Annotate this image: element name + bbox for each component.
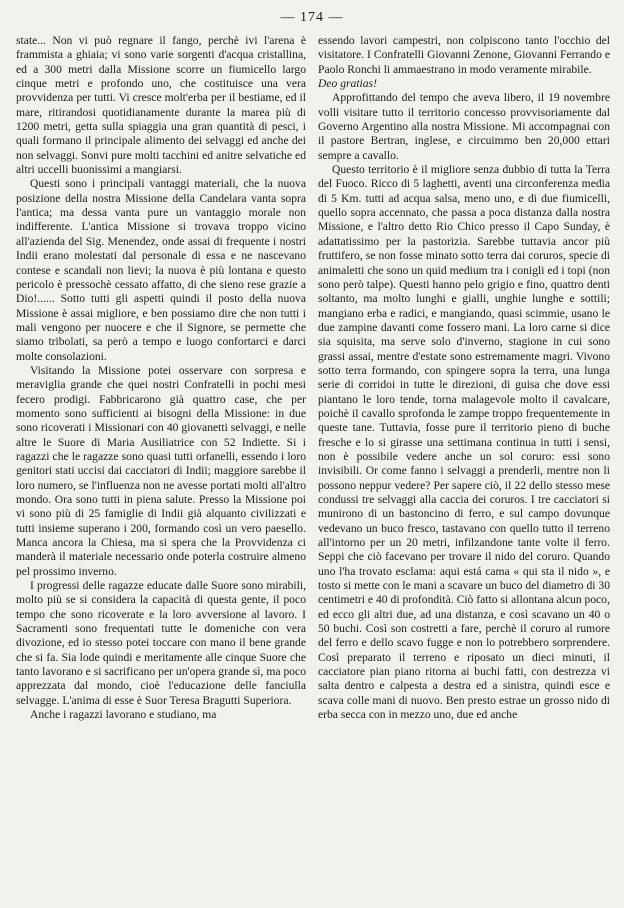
paragraph: I progressi delle ragazze educate dalle Suore sono mirabili, molto più se si considera la capacità di questa gente, il poco tempo che sono ricoverate e la loro avversione al lavoro. I Sacramenti sono frequentati tutte le domeniche con vera divozione, ed io stesso potei toccare con mano il bene grande che si fa. Sia lode quindi e meritamente alle cinque Suore che tanto lavorano e si sacrificano per un'opera grande sì, ma poco apprezzata dal mondo, cioè l'educazione delle fanciulla selvagge. L'anima di esse è Suor Teresa Bragutti Superiora. [16,579,306,707]
paragraph: Visitando la Missione potei osservare con sorpresa e meraviglia grande che quei nostri Confratelli in pochi mesi fecero prodigi. Fabbricarono già quattro case, che per momento sono sufficienti ai bisogni della Missione: in due sono ricoverati i Missionari con 40 giovanetti selvaggi, e nelle altre le Suore di Maria Ausiliatrice con 52 Indiette. Si i ragazzi che le ragazze sono quasi tutti orfanelli, essendo i loro genitori stati uccisi dai cacciatori di Indii; maggiore sarebbe il loro numero, se l'influenza non ne avesse portati molti all'altro mondo. Ora sono tutti in piena salute. Presso la Missione poi vi sono più di 25 famiglie di Indii già alquanto civilizzati e tutti insieme superano i 200, formando così un vero paesello. Manca ancora la Chiesa, ma si spera che la Provvidenza ci manderà il materiale necessario onde poterla costruire almeno pel prossimo inverno. [16,363,306,578]
page-number: — 174 — [280,10,344,25]
paragraph: essendo lavori campestri, non colpiscono tanto l'occhio del visitatore. I Confratelli Giovanni Zenone, Giovanni Ferrando e Paolo Ronchi li ammaestrano in modo veramente mirabile. [318,34,610,76]
left-column [16,34,306,900]
paragraph: Approfittando del tempo che aveva libero, il 19 novembre volli visitare tutto il territorio concesso provvisoriamente dal Governo Argentino alla nostra Missione. Mi accompagnai con il pastore Bertran, inglese, e circuimmo ben 20,000 ettari sempre a cavallo. [318,91,610,162]
exclamation-line: Deo gratias! [318,77,377,91]
paragraph: state... Non vi può regnare il fango, perchè ivi l'arena è frammista a ghiaia; vi sono varie sorgenti d'acqua cristallina, ed a 300 metri dalla Missione scorre un fiumicello largo cinque metri e profondo uno, che costituisce una vera provvidenza per tutti. Vi cresce molt'erba per il bestiame, ed il mare, ritirandosi quotidianamente durante la marea più di 1200 metri, getta sulla spiaggia una gran quantità di pesci, i quali formano il principale alimento dei selvaggi ed anche dei non selvaggi. Sonvi pure molti tacchini ed anitre selvatiche ed altri uccelli buonissimi a mangiarsi. [16,34,306,177]
paragraph: Questi sono i principali vantaggi materiali, che la nuova posizione della nostra Missione della Candelara vanta sopra l'antica; ma dessa vanta pure un vantaggio morale non indifferente. L'antica Missione si trovava troppo vicino all'azienda del Sig. Menendez, onde assai di frequente i nostri Indii erano molestati dal personale di essa e ne nascevano contese e scandali non lievi; la nuova è più lontana e questo pericolo è pressochè cessato affatto, di che sieno rese grazie a Dio!...... Sotto tutti gli aspetti quindi il posto della nuova Missione è assai migliore, e ben possiamo dire che non tutti i mali vengono per nuocere e che il Signore, se permette che siamo tribolati, sa però a tempo e luogo confortarci e darci molte consolazioni. [16,177,306,363]
right-column [318,34,610,900]
paragraph: Anche i ragazzi lavorano e studiano, ma [30,708,217,722]
paragraph: Questo territorio è il migliore senza dubbio di tutta la Terra del Fuoco. Ricco di 5 laghetti, aventi una circonferenza media di 5 Km. tutti ad acqua salsa, meno uno, e di due fiumicelli, quello sopra accennato, che passa a poca distanza dalla nostra Missione, e l'altro detto Rio Chico presso il Capo Sunday, è adattatissimo per la pastorizia. Sarebbe tuttavia ancor più fruttifero, se non fosse minato sotto terra dai coruros, specie di animaletti che sono un quid medium tra i conigli ed i topi (non sono però talpe). Questi hanno pelo grigio e fino, quattro denti soltanto, ma molto lunghi e gialli, unghie lunghe e sottili; mangiano erba e radici, e mangiando, quasi scimmie, usano le due zampine davanti come fossero mani. La loro carne si dice sia squisita, ma serve solo d'inverno, stagione in cui sono grassi assai, mentre d'estate sono estremamente magri. Vivono sotto terra formando, con spingere sopra la terra, una lunga serie di corridoi in tutte le direzioni, di guisa che dove essi piantano le loro tende, torna malagevole molto il cavalcare, poichè il cavallo sprofonda le zampe troppo frequentemente in queste tane. Tuttavia, fosse pure il territorio pieno di buche fresche e lo si girasse una settimana continua in tutti i sensi, non è possibile vedere anche un sol coruro: essi sono invisibili. Or come fanno i selvaggi a prenderli, mentre non li possono neppur vedere? Per sapere ciò, il 22 dello stesso mese condussi tre selvaggi alla caccia dei coruros. I tre cacciatori si munirono di un bastoncino di ferro, e sul campo dovunque vedevano un buco fresco, tastavano con quello tutto il terreno all'intorno per un 20 metri, infilzandone tante volte il ferro. Seppi che ciò facevano per trovare il nido del coruro. Quando uno l'ha trovato esclama: aqui está cama « qui sta il nido », e tosto si mette con le mani a scavare un buco del diametro di 30 centimetri e 40 di profondità. Ciò fatto si allontana alcun poco, ed ecco gli altri due, ad una distanza, e così scavano un 40 o 50 buchi. Così son costretti a fare, perchè il coruro al rumore del ferro e dello scavo fugge e non lo potrebbero sorprendere. Così preparato il terreno e riposato un dieci minuti, il cacciatore pian piano ritorna ai buchi fatti, con destrezza vi salta dentro e calpesta a destra ed a sinistra, quindi esce e scava colle mani di nuovo. Ben presto estrae un grosso nido di erba secca con in mezzo uno, due ed anche [318,163,610,722]
